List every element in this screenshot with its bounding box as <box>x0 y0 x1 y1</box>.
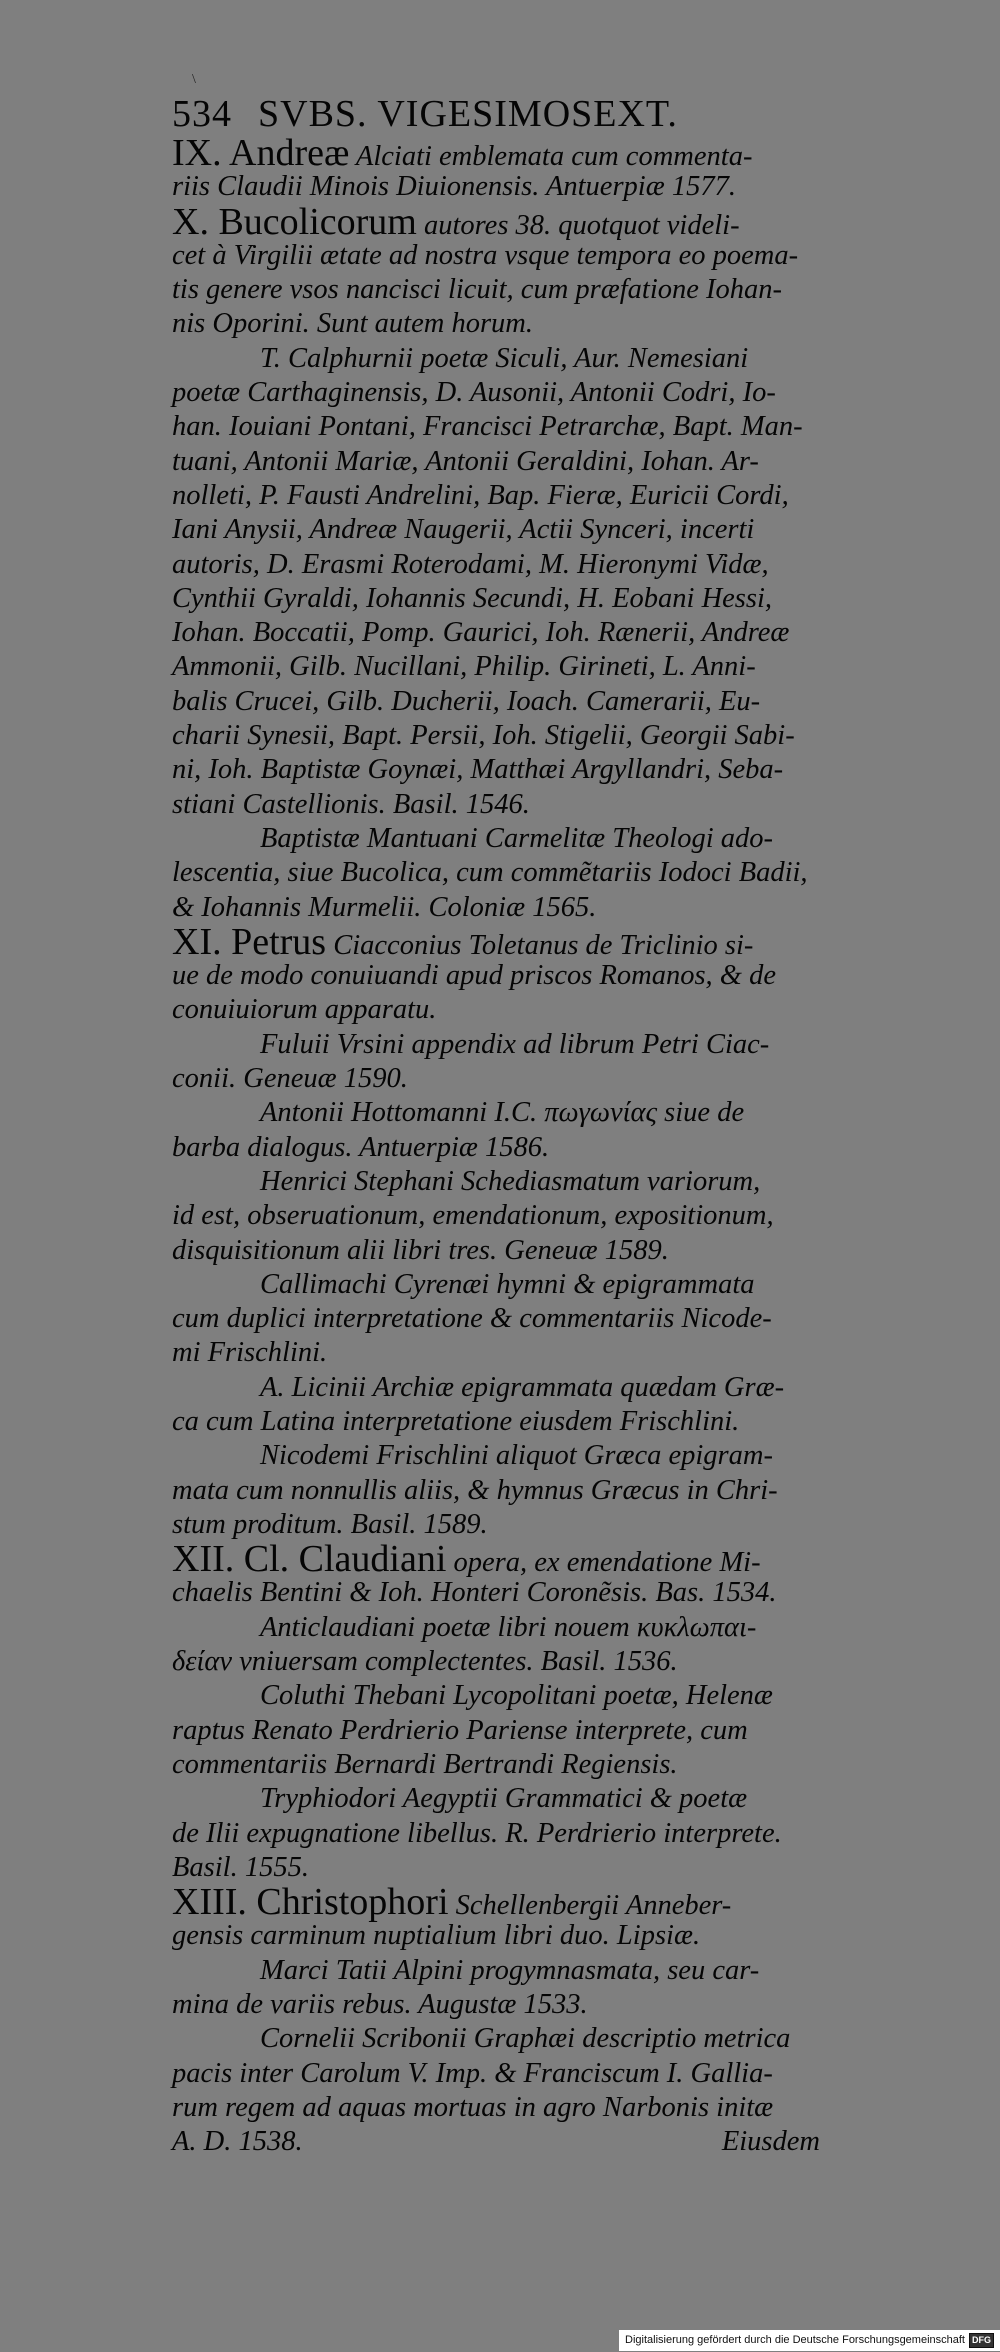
line-text: raptus Renato Perdrierio Pariense interprete, cum <box>172 1714 748 1746</box>
line-text: conuiuiorum apparatu. <box>172 994 437 1026</box>
entry-text: Schellenbergii Anneber- <box>448 1890 732 1922</box>
running-head-title: SVBS. VIGESIMOSEXT. <box>258 93 678 135</box>
line-text: stiani Castellionis. Basil. 1546. <box>172 788 530 820</box>
line-text: Ammonii, Gilb. Nucillani, Philip. Girineti, L. Anni- <box>172 651 756 683</box>
line-text: cet à Virgilii ætate ad nostra vsque tempora eo poema- <box>172 239 799 271</box>
entry-text: Alciati emblemata cum commenta- <box>349 141 753 172</box>
dfg-logo: DFG <box>969 2333 994 2348</box>
text-line <box>172 1439 820 1473</box>
line-text: tis genere vsos nancisci licuit, cum præfatione Iohan- <box>172 274 783 306</box>
entry-text: opera, ex emendatione Mi- <box>446 1547 761 1579</box>
text-line <box>172 1954 820 1988</box>
text-line <box>172 1508 820 1542</box>
text-line <box>172 1405 820 1439</box>
text-line <box>172 959 820 993</box>
line-text: Nicodemi Frischlini aliquot Græca epigram- <box>260 1440 773 1472</box>
funding-notice <box>619 2330 1000 2351</box>
text-line <box>172 132 820 174</box>
line-text: mata cum nonnullis aliis, & hymnus Græcus in Chri- <box>172 1474 778 1506</box>
text-line <box>172 1028 820 1062</box>
text-line <box>172 891 820 925</box>
text-line <box>172 479 820 513</box>
line-text: rum regem ad aquas mortuas in agro Narbonis initæ <box>172 2091 774 2123</box>
line-text: ca cum Latina interpretatione eiusdem Frischlini. <box>172 1405 740 1437</box>
entry-heading: IX. Andreæ <box>172 132 350 174</box>
funding-notice-text: Digitalisierung gefördert durch die Deutsche Forschungsgemeinschaft <box>625 2333 965 2346</box>
text-line <box>172 719 820 753</box>
text-line <box>172 1234 820 1268</box>
line-text: A. Licinii Archiæ epigrammata quædam Græ- <box>260 1371 785 1403</box>
line-text: Iani Anysii, Andreæ Naugerii, Actii Synceri, incerti <box>172 514 755 546</box>
text-line <box>172 582 820 616</box>
text-line <box>172 1474 820 1508</box>
text-line <box>172 200 820 243</box>
line-text: pacis inter Carolum V. Imp. & Franciscum I. Gallia- <box>172 2057 773 2089</box>
line-text: nolleti, P. Fausti Andrelini, Bap. Fieræ, Euricii Cordi, <box>172 479 789 511</box>
line-text: Coluthi Thebani Lycopolitani poetæ, Helenæ <box>260 1680 773 1712</box>
text-line <box>172 1576 820 1610</box>
text-line <box>172 376 820 410</box>
text-line <box>172 1645 820 1679</box>
text-line <box>172 1748 820 1782</box>
text-line <box>172 650 820 684</box>
text-line <box>172 685 820 719</box>
line-text: charii Synesii, Bapt. Persii, Ioh. Stigelii, Georgii Sabi- <box>172 720 795 752</box>
text-line <box>172 856 820 890</box>
text-line <box>172 822 820 856</box>
text-line <box>172 1919 820 1953</box>
entry-heading: X. Bucolicorum <box>172 200 417 243</box>
text-line <box>172 239 820 273</box>
text-line <box>172 2091 820 2125</box>
line-text: riis Claudii Minois Diuionensis. Antuerpiæ 1577. <box>172 171 736 203</box>
line-text: de Ilii expugnatione libellus. R. Perdrierio interprete. <box>172 1817 782 1849</box>
text-line <box>172 2125 820 2159</box>
text-line <box>172 616 820 650</box>
text-line <box>172 1851 820 1885</box>
text-line <box>172 753 820 787</box>
entry-heading: XII. Cl. Claudiani <box>172 1538 447 1581</box>
text-line <box>172 1881 820 1924</box>
page-text-block <box>172 132 820 2160</box>
line-text: Cornelii Scribonii Graphæi descriptio metrica <box>260 2023 791 2055</box>
margin-mark: \ <box>192 72 196 87</box>
line-text: balis Crucei, Gilb. Ducherii, Ioach. Camerarii, Eu- <box>172 685 761 717</box>
text-line <box>172 410 820 444</box>
text-line <box>172 1199 820 1233</box>
line-text: stum proditum. Basil. 1589. <box>172 1508 488 1540</box>
line-text: commentariis Bernardi Bertrandi Regiensis. <box>172 1748 678 1780</box>
line-text: Iohan. Boccatii, Pomp. Gaurici, Ioh. Rænerii, Andreæ <box>172 617 790 649</box>
text-line <box>172 1165 820 1199</box>
line-text: han. Iouiani Pontani, Francisci Petrarchæ, Bapt. Man- <box>172 411 803 443</box>
line-text: A. D. 1538. <box>172 2126 303 2158</box>
line-text: mina de variis rebus. Augustæ 1533. <box>172 1989 588 2021</box>
line-text: Henrici Stephani Schediasmatum variorum, <box>260 1165 761 1197</box>
catchword: Eiusdem <box>721 2126 820 2158</box>
line-text: lescentia, siue Bucolica, cum commẽtariis Iodoci Badii, <box>172 857 808 889</box>
line-text: disquisitionum alii libri tres. Geneuæ 1589. <box>172 1234 669 1266</box>
text-line <box>172 2022 820 2056</box>
text-line <box>172 170 820 204</box>
entry-heading: XI. Petrus <box>172 920 327 963</box>
entry-text: autores 38. quotquot videli- <box>416 209 740 241</box>
line-text: mi Frischlini. <box>172 1337 328 1369</box>
line-text: Fuluii Vrsini appendix ad librum Petri Ciac- <box>260 1028 770 1060</box>
line-text: id est, obseruationum, emendationum, expositionum, <box>172 1200 774 1232</box>
text-line <box>172 788 820 822</box>
text-line <box>172 307 820 341</box>
text-line <box>172 1062 820 1096</box>
line-text: Basil. 1555. <box>172 1851 309 1883</box>
line-text: tuani, Antonii Mariæ, Antonii Geraldini, Iohan. Ar- <box>172 445 759 477</box>
line-text: barba dialogus. Antuerpiæ 1586. <box>172 1131 550 1163</box>
line-text: chaelis Bentini & Ioh. Honteri Coronẽsis. Bas. 1534. <box>172 1577 777 1609</box>
text-line <box>172 1714 820 1748</box>
text-line <box>172 2057 820 2091</box>
text-line <box>172 993 820 1027</box>
entry-heading: XIII. Christophori <box>172 1881 449 1924</box>
line-text: & Iohannis Murmelii. Coloniæ 1565. <box>172 891 597 923</box>
text-line <box>172 1371 820 1405</box>
text-line <box>172 273 820 307</box>
text-line <box>172 1538 820 1581</box>
text-line <box>172 1131 820 1165</box>
text-line <box>172 1611 820 1645</box>
running-header <box>172 92 678 136</box>
line-text: conii. Geneuæ 1590. <box>172 1063 408 1095</box>
text-line <box>172 1782 820 1816</box>
line-text: gensis carminum nuptialium libri duo. Lipsiæ. <box>172 1920 701 1952</box>
line-text: autoris, D. Erasmi Roterodami, M. Hieronymi Vidæ, <box>172 548 769 580</box>
footer-bar <box>0 2328 1000 2352</box>
line-text: nis Oporini. Sunt autem horum. <box>172 308 534 340</box>
line-text: poetæ Carthaginensis, D. Ausonii, Antonii Codri, Io- <box>172 377 776 409</box>
line-text: δείαν vniuersam complectentes. Basil. 1536. <box>172 1646 678 1678</box>
line-text: ue de modo conuiuandi apud priscos Romanos, & de <box>172 960 776 992</box>
line-text: Baptistæ Mantuani Carmelitæ Theologi ado- <box>260 822 774 854</box>
text-line <box>172 920 820 963</box>
text-line <box>172 1988 820 2022</box>
text-line <box>172 445 820 479</box>
text-line <box>172 342 820 376</box>
line-text: Tryphiodori Aegyptii Grammatici & poetæ <box>260 1783 748 1815</box>
text-line <box>172 1268 820 1302</box>
line-text: Antonii Hottomanni I.C. πωγωνίας siue de <box>260 1097 745 1129</box>
line-text: Anticlaudiani poetæ libri nouem κυκλωπαι- <box>260 1611 757 1643</box>
line-text: Cynthii Gyraldi, Iohannis Secundi, H. Eobani Hessi, <box>172 582 773 614</box>
page-number: 534 <box>172 93 232 135</box>
text-line <box>172 548 820 582</box>
line-text: ni, Ioh. Baptistæ Goynæi, Matthæi Argyllandri, Seba- <box>172 754 784 786</box>
entry-text: Ciacconius Toletanus de Triclinio si- <box>326 929 754 961</box>
line-text: Marci Tatii Alpini progymnasmata, seu car- <box>260 1954 760 1986</box>
text-line <box>172 513 820 547</box>
line-text: T. Calphurnii poetæ Siculi, Aur. Nemesiani <box>260 342 749 374</box>
text-line <box>172 1679 820 1713</box>
text-line <box>172 1817 820 1851</box>
text-line <box>172 1302 820 1336</box>
line-text: Callimachi Cyrenæi hymni & epigrammata <box>260 1268 755 1300</box>
text-line <box>172 1336 820 1370</box>
text-line <box>172 1096 820 1130</box>
line-text: cum duplici interpretatione & commentariis Nicode- <box>172 1303 772 1335</box>
